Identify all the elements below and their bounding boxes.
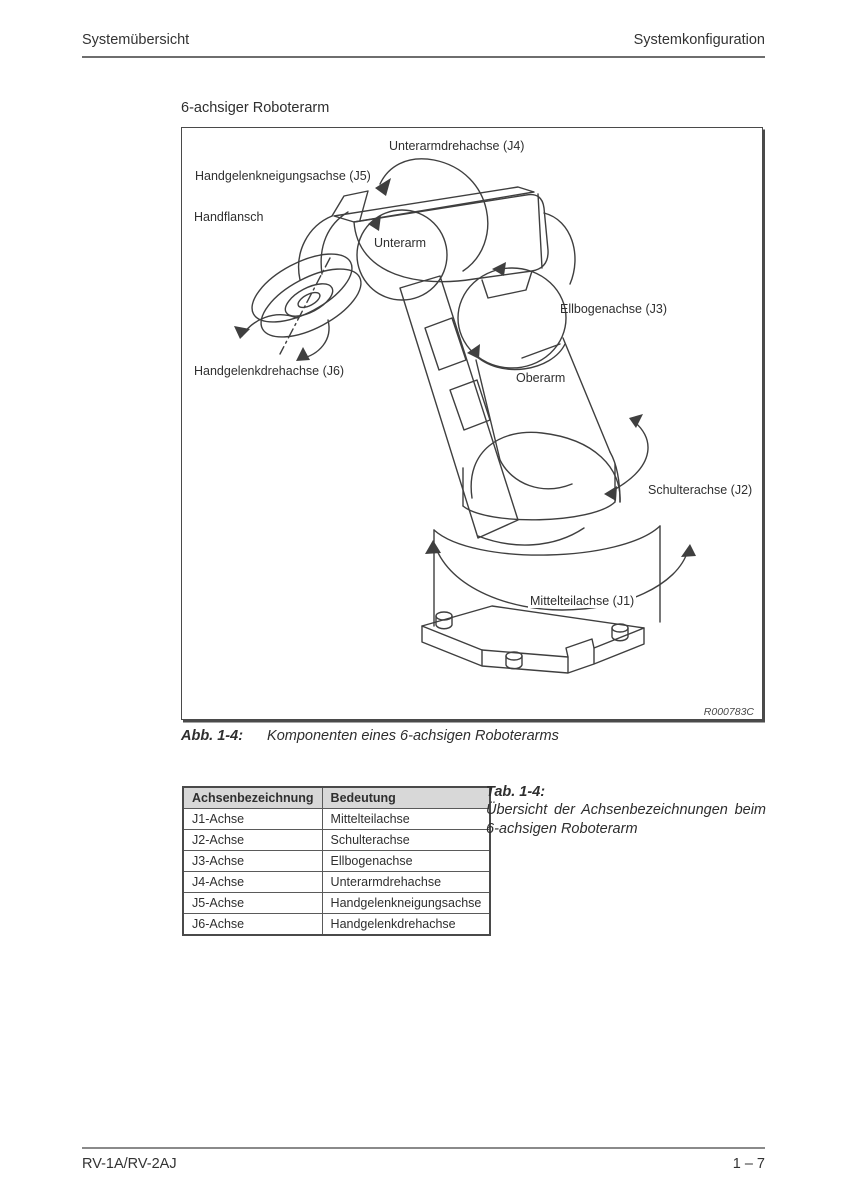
header-left-text: Systemübersicht	[82, 32, 190, 48]
column-header-axis: Achsenbezeichnung	[183, 787, 322, 809]
label-axis-j2: Schulterachse (J2)	[648, 483, 753, 497]
cell-axis: J3-Achse	[183, 851, 322, 872]
footer-model-text: RV-1A/RV-2AJ	[82, 1156, 177, 1172]
cell-meaning: Schulterachse	[322, 830, 490, 851]
label-axis-j5: Handgelenkneigungsachse (J5)	[195, 169, 371, 183]
cell-axis: J5-Achse	[183, 893, 322, 914]
figure-caption	[181, 728, 765, 744]
cell-axis: J1-Achse	[183, 809, 322, 830]
cell-meaning: Unterarmdrehachse	[322, 872, 490, 893]
header-right-text: Systemkonfiguration	[633, 32, 765, 48]
label-upper-arm: Oberarm	[516, 371, 566, 385]
label-forearm: Unterarm	[374, 236, 427, 250]
cell-axis: J2-Achse	[183, 830, 322, 851]
table-row	[183, 830, 490, 851]
figure-section-label: 6-achsiger Roboterarm	[181, 100, 330, 116]
table-header-row	[183, 787, 490, 809]
table-caption-label: Tab. 1-4:	[486, 784, 546, 800]
table-caption-text: Übersicht der Achsenbezeichnungen beim 6-achsigen Roboterarm	[486, 802, 766, 837]
figure-caption-label: Abb. 1-4:	[181, 728, 244, 744]
label-axis-j1: Mittelteilachse (J1)	[530, 594, 635, 608]
cell-meaning: Handgelenkdrehachse	[322, 914, 490, 936]
cell-meaning: Handgelenkneigungsachse	[322, 893, 490, 914]
column-header-meaning: Bedeutung	[322, 787, 490, 809]
cell-meaning: Ellbogenachse	[322, 851, 490, 872]
label-axis-j4: Unterarmdrehachse (J4)	[389, 139, 525, 153]
robot-arm-line-drawing	[182, 128, 762, 719]
table-row	[183, 914, 490, 936]
cell-meaning: Mittelteilachse	[322, 809, 490, 830]
page-footer	[82, 1147, 765, 1175]
axis-designation-table	[182, 786, 491, 936]
label-hand-flange: Handflansch	[194, 210, 264, 224]
footer-page-number: 1 – 7	[732, 1156, 765, 1172]
cell-axis: J6-Achse	[183, 914, 322, 936]
figure-caption-text: Komponenten eines 6-achsigen Roboterarms	[267, 728, 559, 744]
table-caption	[486, 784, 766, 839]
table-row	[183, 872, 490, 893]
label-axis-j3: Ellbogenachse (J3)	[560, 302, 668, 316]
page-header	[82, 32, 765, 58]
table-row	[183, 851, 490, 872]
label-axis-j6: Handgelenkdrehachse (J6)	[194, 364, 345, 378]
figure-frame	[181, 127, 763, 720]
figure-reference-code: R000783C	[703, 706, 754, 718]
table-row	[183, 893, 490, 914]
cell-axis: J4-Achse	[183, 872, 322, 893]
table-row	[183, 809, 490, 830]
